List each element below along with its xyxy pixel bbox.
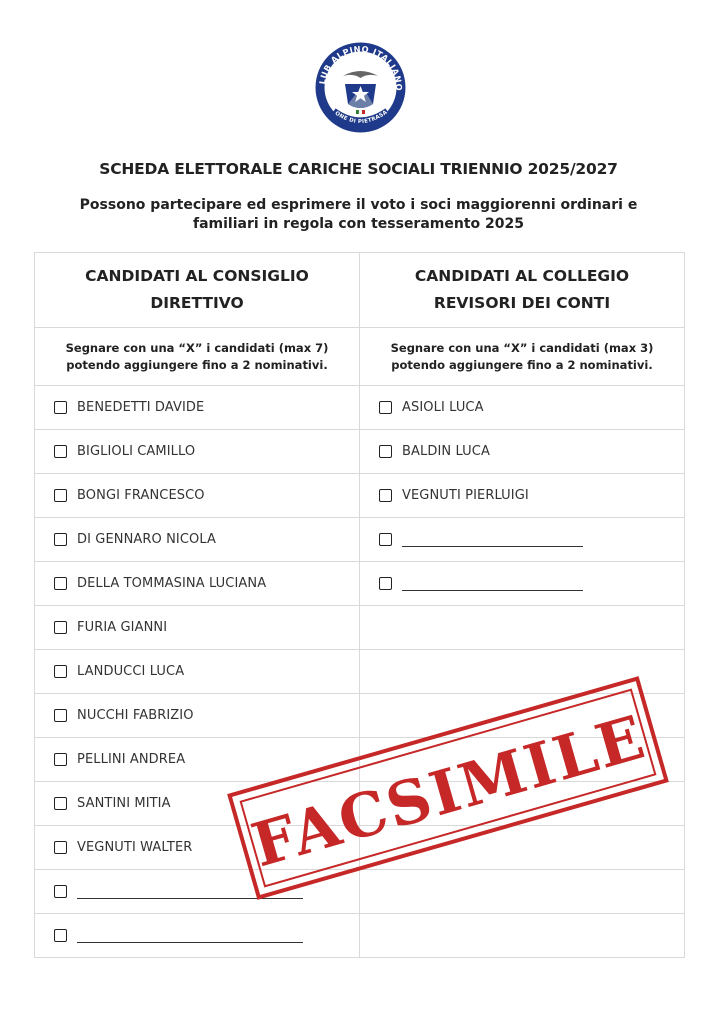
- checkbox[interactable]: [54, 841, 67, 854]
- cai-emblem: [313, 40, 408, 135]
- board-write-in-row: [35, 914, 360, 958]
- candidate-name: PELLINI ANDREA: [77, 752, 186, 767]
- board-instructions: [35, 328, 360, 386]
- candidate-name: BENEDETTI DAVIDE: [77, 400, 205, 415]
- auditors-heading-line-1: CANDIDATI AL COLLEGIO: [414, 267, 630, 285]
- candidate-name: SANTINI MITIA: [77, 796, 171, 811]
- checkbox[interactable]: [54, 621, 67, 634]
- board-candidate-row: [35, 650, 360, 694]
- auditor-write-in-row: [360, 518, 685, 562]
- checkbox[interactable]: [379, 577, 392, 590]
- candidate-name: VEGNUTI WALTER: [77, 840, 193, 855]
- auditors-heading: [360, 253, 685, 328]
- board-heading: [35, 253, 360, 328]
- checkbox[interactable]: [379, 445, 392, 458]
- candidate-name: FURIA GIANNI: [77, 620, 168, 635]
- candidate-name: VEGNUTI PIERLUIGI: [402, 488, 529, 503]
- board-candidate-row: [35, 606, 360, 650]
- board-candidate-row: [35, 518, 360, 562]
- ballot-title: SCHEDA ELETTORALE CARICHE SOCIALI TRIENNIO 2025/2027: [99, 160, 618, 178]
- ballot-subtitle: [30, 196, 687, 234]
- checkbox[interactable]: [54, 533, 67, 546]
- candidate-name: DELLA TOMMASINA LUCIANA: [77, 576, 267, 591]
- checkbox[interactable]: [54, 577, 67, 590]
- checkbox[interactable]: [54, 445, 67, 458]
- stamp-text: FACSIMILE: [244, 702, 654, 882]
- checkbox[interactable]: [379, 489, 392, 502]
- cai-logo: [313, 40, 408, 135]
- empty-cell: [360, 870, 685, 914]
- candidate-name: BONGI FRANCESCO: [77, 488, 205, 503]
- board-candidate-row: [35, 694, 360, 738]
- auditor-candidate-row: [360, 474, 685, 518]
- checkbox[interactable]: [379, 533, 392, 546]
- checkbox[interactable]: [54, 665, 67, 678]
- auditor-write-in-row: [360, 562, 685, 606]
- subtitle-line-2: familiari in regola con tesseramento 2025: [192, 216, 524, 232]
- auditors-instructions: [360, 328, 685, 386]
- auditor-candidate-row: [360, 386, 685, 430]
- auditors-instruction-line-1: Segnare con una “X” i candidati (max 3): [390, 340, 654, 355]
- auditors-instruction-line-2: potendo aggiungere fino a 2 nominativi.: [391, 357, 653, 372]
- board-candidate-row: [35, 562, 360, 606]
- candidate-name: NUCCHI FABRIZIO: [77, 708, 194, 723]
- checkbox[interactable]: [54, 489, 67, 502]
- board-heading-line-1: CANDIDATI AL CONSIGLIO: [85, 267, 309, 285]
- write-in-line[interactable]: [402, 536, 583, 547]
- checkbox[interactable]: [54, 885, 67, 898]
- checkbox[interactable]: [54, 753, 67, 766]
- candidate-name: BIGLIOLI CAMILLO: [77, 444, 196, 459]
- board-instruction-line-2: potendo aggiungere fino a 2 nominativi.: [66, 357, 328, 372]
- candidate-name: ASIOLI LUCA: [402, 400, 484, 415]
- logo-ring-text: LUB ALPINO ITALIANO: [317, 43, 405, 92]
- board-candidate-row: [35, 474, 360, 518]
- checkbox[interactable]: [54, 929, 67, 942]
- auditor-candidate-row: [360, 430, 685, 474]
- checkbox[interactable]: [54, 709, 67, 722]
- write-in-line[interactable]: [402, 580, 583, 591]
- board-heading-line-2: DIRETTIVO: [150, 294, 244, 312]
- candidate-name: DI GENNARO NICOLA: [77, 532, 217, 547]
- checkbox[interactable]: [379, 401, 392, 414]
- board-candidate-row: [35, 386, 360, 430]
- logo-section-text: ONE DI PIETRASA: [333, 109, 389, 126]
- checkbox[interactable]: [54, 797, 67, 810]
- write-in-line[interactable]: [77, 932, 303, 943]
- checkbox[interactable]: [54, 401, 67, 414]
- candidate-name: BALDIN LUCA: [402, 444, 490, 459]
- board-instruction-line-1: Segnare con una “X” i candidati (max 7): [65, 340, 329, 355]
- subtitle-line-1: Possono partecipare ed esprimere il voto i soci maggiorenni ordinari e: [79, 197, 638, 213]
- candidate-name: LANDUCCI LUCA: [77, 664, 185, 679]
- empty-cell: [360, 914, 685, 958]
- auditors-heading-line-2: REVISORI DEI CONTI: [433, 294, 611, 312]
- empty-cell: [360, 606, 685, 650]
- board-candidate-row: [35, 430, 360, 474]
